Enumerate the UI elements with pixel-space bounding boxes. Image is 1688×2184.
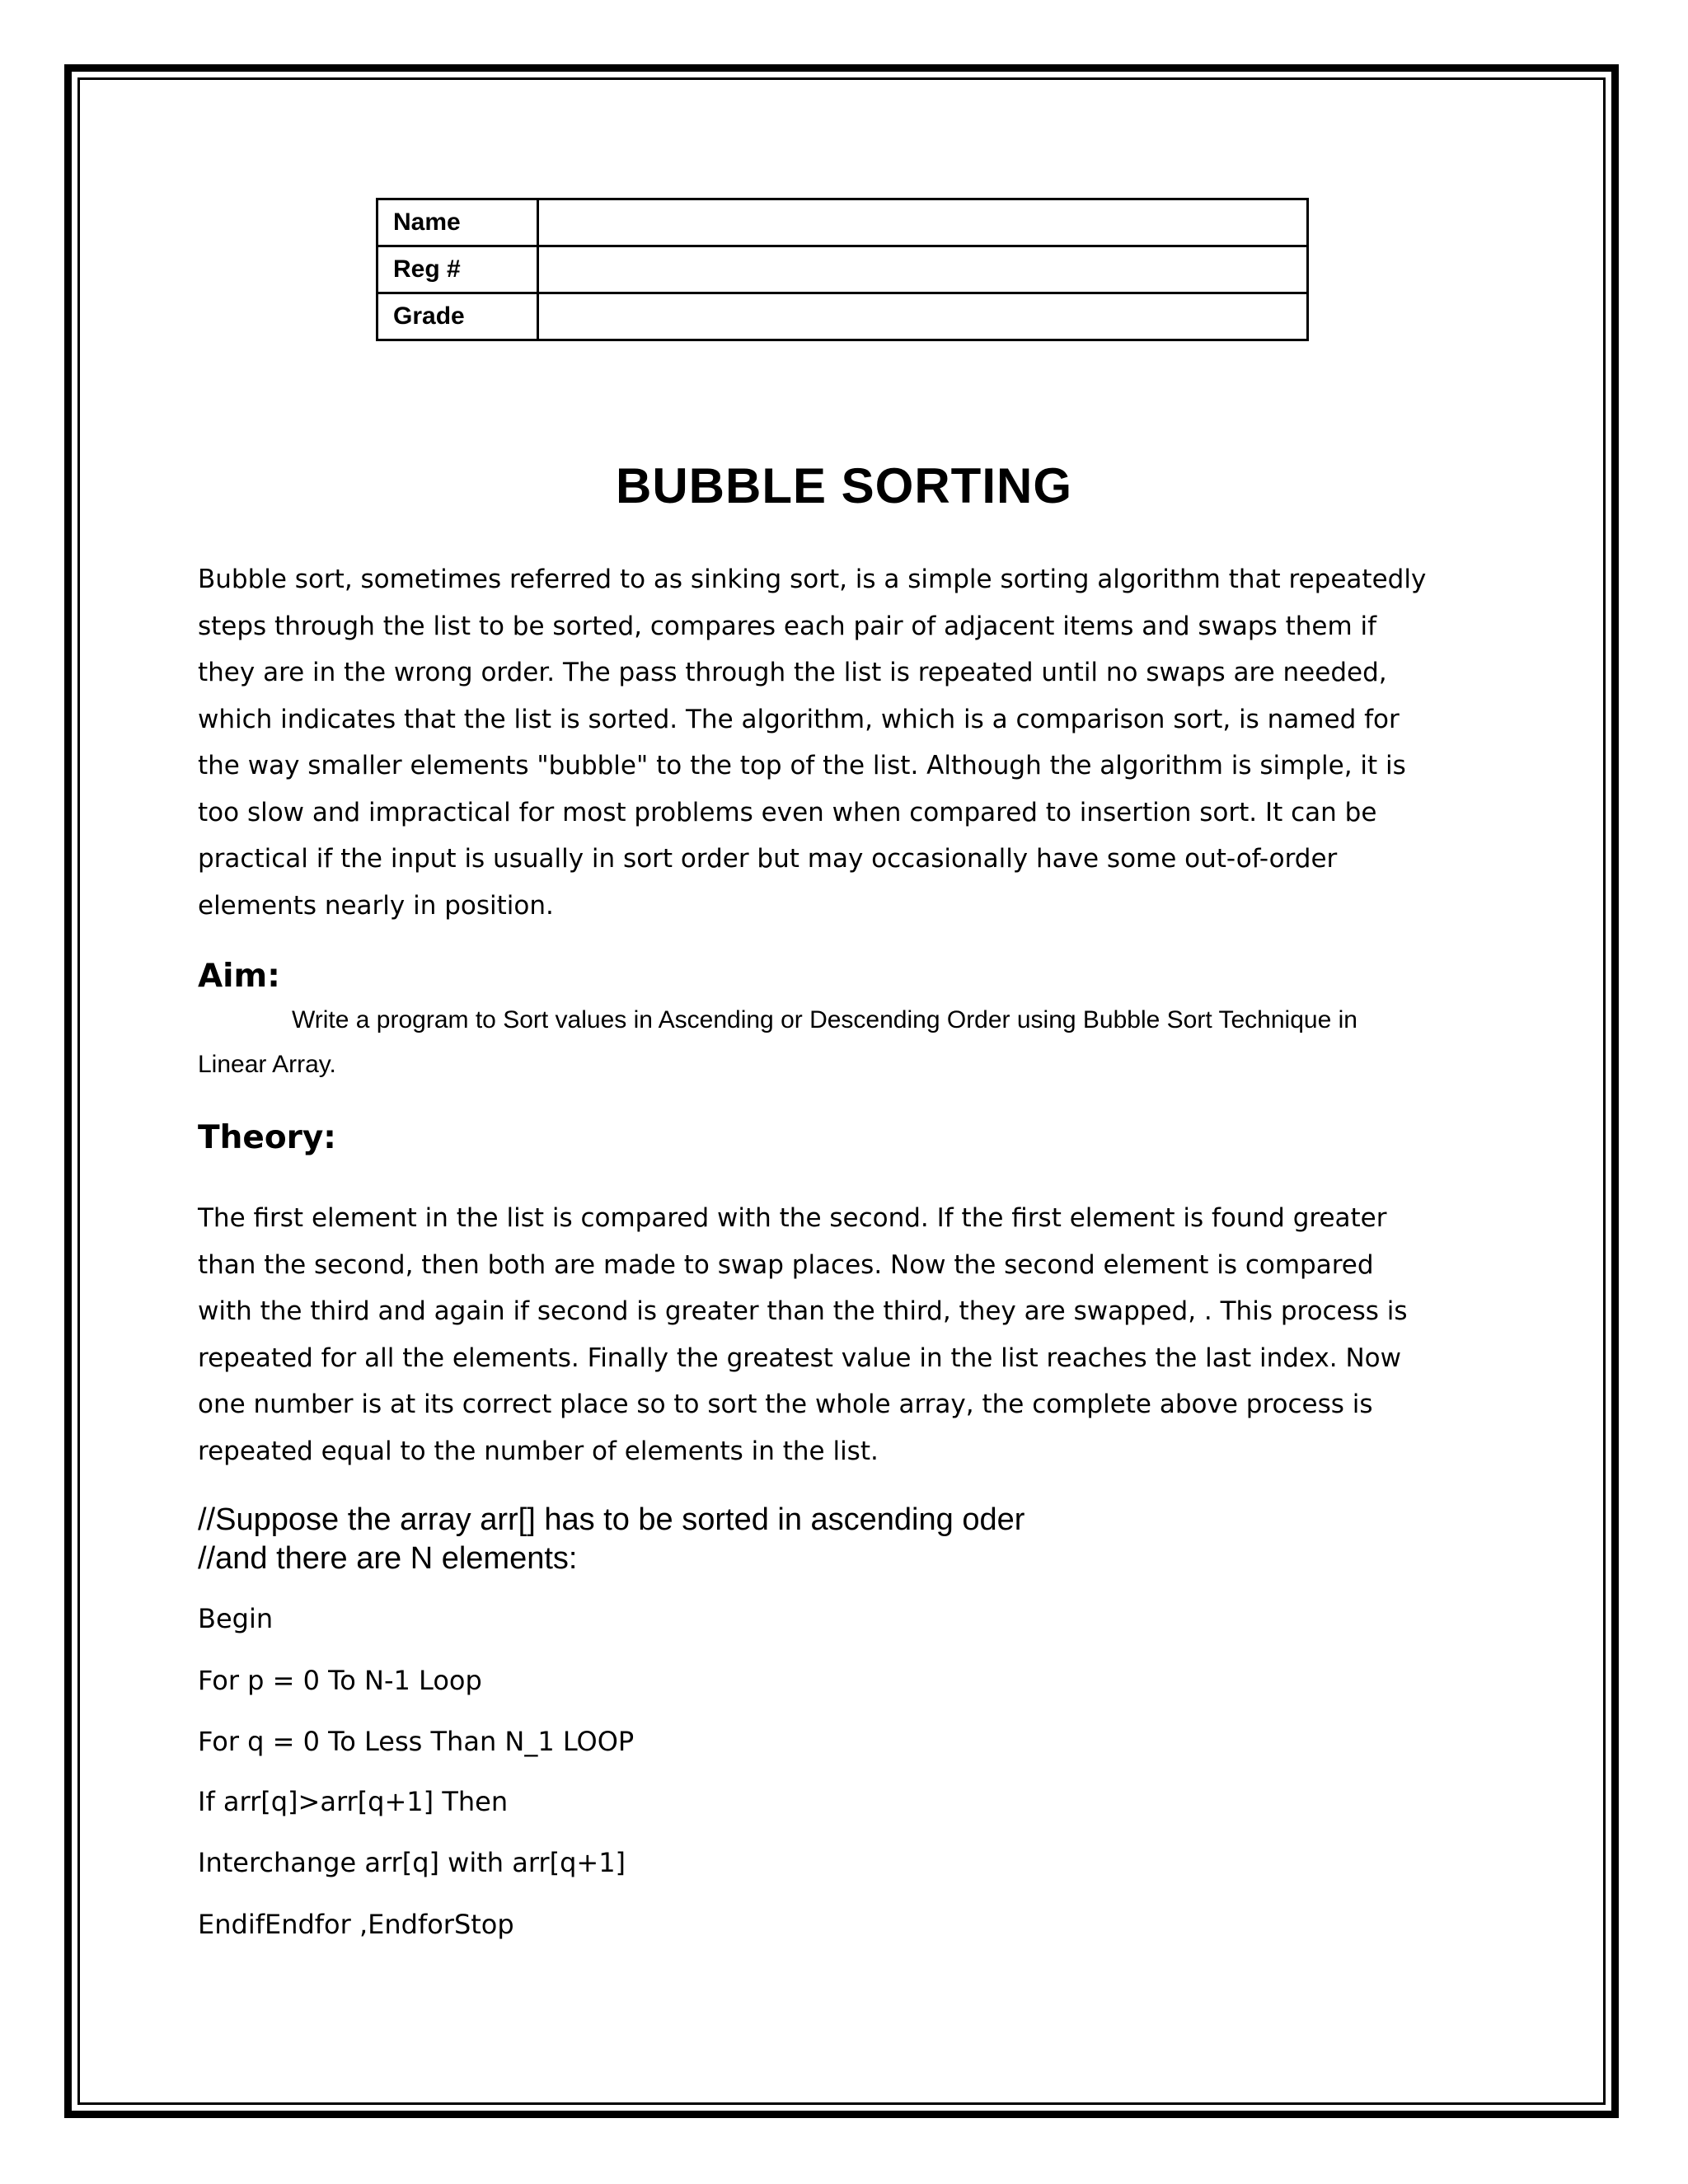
grade-value[interactable] <box>538 293 1308 340</box>
name-value[interactable] <box>538 199 1308 246</box>
algorithm-line: If arr[q]>arr[q+1] Then <box>198 1786 509 1817</box>
theory-line: than the second, then both are made to swap places. Now the second element is compared <box>198 1249 1374 1280</box>
intro-line: which indicates that the list is sorted. The algorithm, which is a comparison sort, is named for <box>198 704 1400 734</box>
page-title: BUBBLE SORTING <box>616 458 1072 513</box>
name-row <box>377 199 1308 246</box>
intro-line: they are in the wrong order. The pass through the list is repeated until no swaps are needed, <box>198 658 1387 687</box>
theory-line: with the third and again if second is greater than the third, they are swapped, . This process is <box>198 1296 1408 1326</box>
reg-value[interactable] <box>538 246 1308 293</box>
intro-line: elements nearly in position. <box>198 890 554 921</box>
student-info-table <box>376 198 1309 341</box>
aim-line-1: Write a program to Sort values in Ascending or Descending Order using Bubble Sort Technique in <box>292 1006 1357 1033</box>
intro-line: too slow and impractical for most problems even when compared to insertion sort. It can be <box>198 797 1377 827</box>
algorithm-line: For p = 0 To N-1 Loop <box>198 1665 482 1696</box>
intro-line: steps through the list to be sorted, compares each pair of adjacent items and swaps them if <box>198 611 1377 641</box>
aim-line-2: Linear Array. <box>198 1051 336 1078</box>
grade-row <box>377 293 1308 340</box>
code-comment: //Suppose the array arr[] has to be sorted in ascending oder <box>198 1502 1025 1537</box>
grade-label: Grade <box>377 293 538 340</box>
theory-line: one number is at its correct place so to sort the whole array, the complete above process is <box>198 1390 1373 1419</box>
theory-line: repeated equal to the number of elements in the list. <box>198 1436 879 1466</box>
name-label: Name <box>377 199 538 246</box>
algorithm-line: EndifEndfor ,EndforStop <box>198 1909 514 1940</box>
theory-paragraph <box>198 1195 1500 1474</box>
algorithm-line: For q = 0 To Less Than N_1 LOOP <box>198 1726 635 1757</box>
theory-line: repeated for all the elements. Finally the greatest value in the list reaches the last index. Now <box>198 1343 1401 1373</box>
aim-paragraph <box>198 998 1500 1087</box>
algorithm-line: Begin <box>198 1603 274 1634</box>
intro-paragraph <box>198 556 1500 929</box>
theory-heading: Theory: <box>198 1119 336 1156</box>
reg-label: Reg # <box>377 246 538 293</box>
intro-line: practical if the input is usually in sort order but may occasionally have some out-of-order <box>198 844 1338 874</box>
intro-line: Bubble sort, sometimes referred to as sinking sort, is a simple sorting algorithm that repeatedly <box>198 565 1427 594</box>
aim-heading: Aim: <box>198 958 280 995</box>
code-comment: //and there are N elements: <box>198 1541 578 1576</box>
theory-line: The first element in the list is compared with the second. If the first element is found greater <box>198 1203 1387 1233</box>
algorithm-line: Interchange arr[q] with arr[q+1] <box>198 1847 626 1878</box>
intro-line: the way smaller elements "bubble" to the top of the list. Although the algorithm is simple, it is <box>198 751 1406 780</box>
reg-row <box>377 246 1308 293</box>
